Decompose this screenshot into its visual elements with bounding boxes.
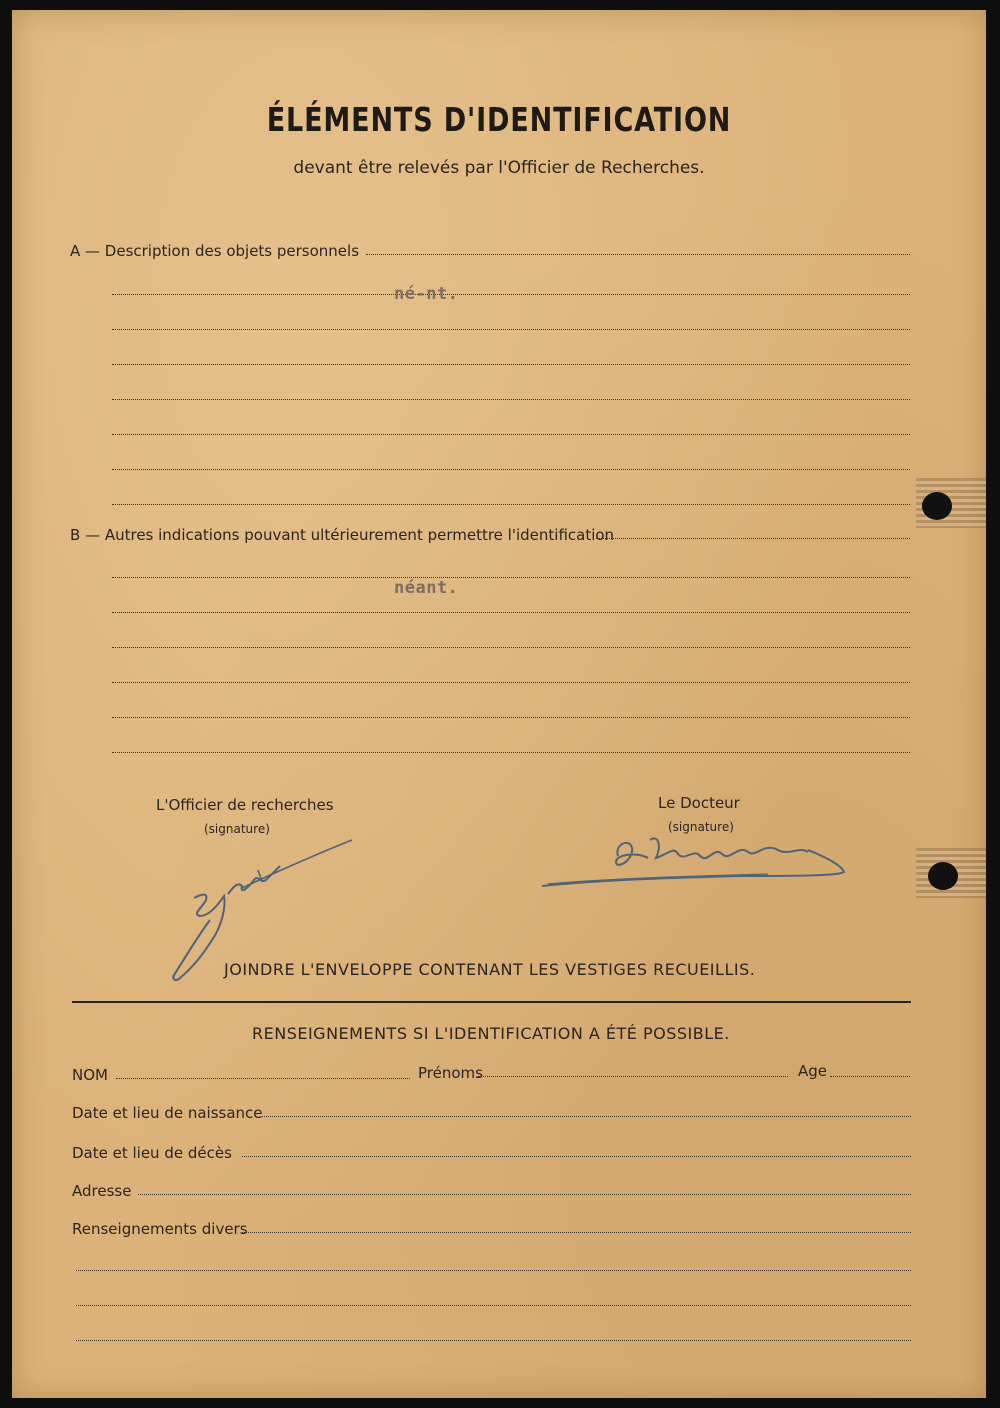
section-a-line[interactable] [112,399,910,400]
prenoms-label: Prénoms [418,1064,483,1082]
page-title: ÉLÉMENTS D'IDENTIFICATION [266,100,732,139]
prenoms-field[interactable] [478,1076,788,1077]
age-field[interactable] [830,1076,910,1077]
section-b-line[interactable] [112,647,910,648]
section-b-line[interactable] [596,538,910,539]
section-b-line[interactable] [112,752,910,753]
misc-field[interactable] [242,1232,911,1233]
age-label: Age [798,1062,828,1080]
identification-heading: RENSEIGNEMENTS SI L'IDENTIFICATION A ÉTÉ POSSIBLE. [252,1024,730,1043]
birth-label: Date et lieu de naissance [72,1104,263,1122]
section-a-line[interactable] [112,364,910,365]
misc-field[interactable] [76,1340,911,1341]
doctor-title: Le Docteur [658,794,740,812]
section-a-label: A — Description des objets personnels [70,242,360,260]
punch-hole [928,862,958,890]
section-b-line[interactable] [112,577,910,578]
envelope-note: JOINDRE L'ENVELOPPE CONTENANT LES VESTIGES RECUEILLIS. [224,960,756,979]
nom-field[interactable] [116,1078,410,1079]
address-field[interactable] [138,1194,911,1195]
section-a-line[interactable] [112,329,910,330]
doctor-signature [538,828,858,898]
misc-field[interactable] [76,1305,911,1306]
birth-field[interactable] [262,1116,911,1117]
misc-field[interactable] [76,1270,911,1271]
officer-title: L'Officier de recherches [156,796,334,814]
section-a-line[interactable] [112,504,910,505]
section-b-label: B — Autres indications pouvant ultérieurement permettre l'identification [70,526,615,544]
form-sheet [12,10,986,1398]
nom-label: NOM [72,1066,108,1084]
punch-hole [922,492,952,520]
section-a-line[interactable] [112,294,910,295]
section-a-typed-value: né-nt. [394,284,459,304]
doctor-signature-note: (signature) [668,820,734,834]
section-b-typed-value: néant. [394,578,459,598]
death-label: Date et lieu de décès [72,1144,232,1162]
section-a-line[interactable] [366,254,910,255]
section-a-line[interactable] [112,434,910,435]
officer-signature-note: (signature) [204,822,270,836]
section-b-line[interactable] [112,717,910,718]
death-field[interactable] [242,1156,911,1157]
misc-label: Renseignements divers [72,1220,248,1238]
page-subtitle: devant être relevés par l'Officier de Recherches. [293,158,705,178]
section-divider [72,1001,911,1003]
section-b-line[interactable] [112,612,910,613]
section-b-line[interactable] [112,682,910,683]
section-a-line[interactable] [112,469,910,470]
address-label: Adresse [72,1182,132,1200]
